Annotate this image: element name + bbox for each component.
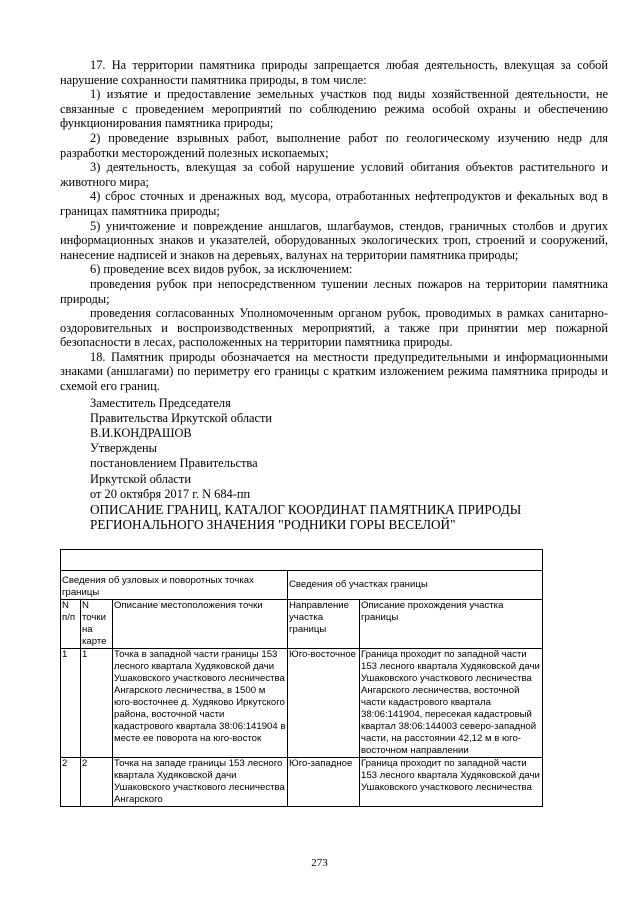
paragraph-exception-2: проведения согласованных Уполномоченным органом рубок, проводимых в рамках санитарно-оздоровительных и воспроизводственных мероприятий, а также при принятии мер пожарной безопасности в лесах, расположенных на территории памятника природы.	[60, 306, 608, 350]
row-num: 1	[61, 649, 81, 758]
signature-organization: Правительства Иркутской области	[90, 410, 273, 425]
table-group-header-row	[61, 571, 543, 600]
group-header-points: Сведения об узловых и поворотных точках границы	[61, 571, 288, 600]
paragraph-item-1: 1) изъятие и предоставление земельных участков под виды хозяйственной деятельности, не связанные с проведением мероприятий по соблюдению режима особой охраны и обеспечению функционирования памятника природы;	[60, 87, 608, 131]
row-location: Точка на западе границы 153 лесного квартала Худяковской дачи Ушаковского участкового лесничества Ангарского	[113, 758, 288, 807]
table-spacer-row	[61, 550, 543, 571]
paragraph-item-3: 3) деятельность, влекущая за собой нарушение условий обитания объектов растительного и животного мира;	[60, 160, 608, 189]
row-description: Граница проходит по западной части 153 лесного квартала Худяковской дачи Ушаковского участкового лесничества Ангарского лесничества, восточной части кадастрового квартала 38:06:141904, пересекая кадастровый квартал 38:06:144003 северо-западной части, на расстоянии 42,12 м в юго-восточном направлении	[360, 649, 543, 758]
row-description: Граница проходит по западной части 153 лесного квартала Худяковской дачи Ушаковского участкового лесничества	[360, 758, 543, 807]
table-header-row	[61, 600, 543, 649]
approval-line-2: постановлением Правительства	[90, 456, 258, 471]
row-point: 2	[81, 758, 113, 807]
row-direction: Юго-восточное	[288, 649, 360, 758]
table-row	[61, 758, 543, 807]
table-row	[61, 649, 543, 758]
title-line-1: ОПИСАНИЕ ГРАНИЦ, КАТАЛОГ КООРДИНАТ ПАМЯТНИКА ПРИРОДЫ	[90, 502, 522, 518]
approval-line-3: Иркутской области	[90, 471, 191, 486]
approval-block	[60, 441, 608, 502]
page-number: 273	[311, 857, 328, 869]
paragraph-17: 17. На территории памятника природы запрещается любая деятельность, влекущая за собой нарушение сохранности памятника природы, в том числе:	[60, 58, 608, 87]
group-header-segments: Сведения об участках границы	[288, 571, 543, 600]
paragraph-item-4: 4) сброс сточных и дренажных вод, мусора, отработанных нефтепродуктов и фекальных вод в границах памятника природы;	[60, 189, 608, 218]
paragraph-item-6: 6) проведение всех видов рубок, за исключением:	[90, 262, 353, 277]
paragraph-item-2: 2) проведение взрывных работ, выполнение работ по геологическому изучению недр для разработки месторождений полезных ископаемых;	[60, 130, 608, 160]
signature-name: В.И.КОНДРАШОВ	[90, 426, 192, 441]
row-direction: Юго-западное	[288, 758, 360, 807]
signature-position: Заместитель Председателя	[90, 395, 231, 410]
header-num: N п/п	[61, 600, 81, 649]
paragraph-18: 18. Памятник природы обозначается на местности предупредительными и информационными знаками (аншлагами) по периметру его границы с кратким изложением режима памятника природы и схемой его границ.	[60, 349, 608, 394]
row-point: 1	[81, 649, 113, 758]
header-point: N точки на карте	[81, 600, 113, 649]
title-line-2: РЕГИОНАЛЬНОГО ЗНАЧЕНИЯ "РОДНИКИ ГОРЫ ВЕСЕЛОЙ"	[90, 517, 456, 533]
approval-line-1: Утверждены	[90, 441, 157, 456]
paragraph-item-5: 5) уничтожение и повреждение аншлагов, шлагбаумов, стендов, граничных столбов и других информационных знаков и указателей, оборудованных экологических троп, строений и сооружений, нанесение надписей и знаков на деревьях, валунах на территории памятника природы;	[60, 218, 608, 262]
header-description: Описание прохождения участка границы	[360, 600, 543, 649]
row-num: 2	[61, 758, 81, 807]
header-direction: Направление участка границы	[288, 600, 360, 649]
row-location: Точка в западной части границы 153 лесного квартала Худяковской дачи Ушаковского участкового лесничества Ангарского лесничества, в 1500 м юго-восточнее д. Худяково Иркутского района, восточной части кадастрового квартала 38:06:141904 в месте ее поворота на юго-восток	[113, 649, 288, 758]
document-body	[60, 58, 608, 532]
boundary-table	[60, 549, 543, 807]
signature-block	[60, 396, 608, 442]
approval-line-4: от 20 октября 2017 г. N 684-пп	[90, 486, 251, 501]
header-location: Описание местоположения точки	[113, 600, 288, 649]
paragraph-exception-1: проведения рубок при непосредственном тушении лесных пожаров на территории памятника природы;	[60, 276, 608, 306]
document-title	[60, 502, 608, 532]
